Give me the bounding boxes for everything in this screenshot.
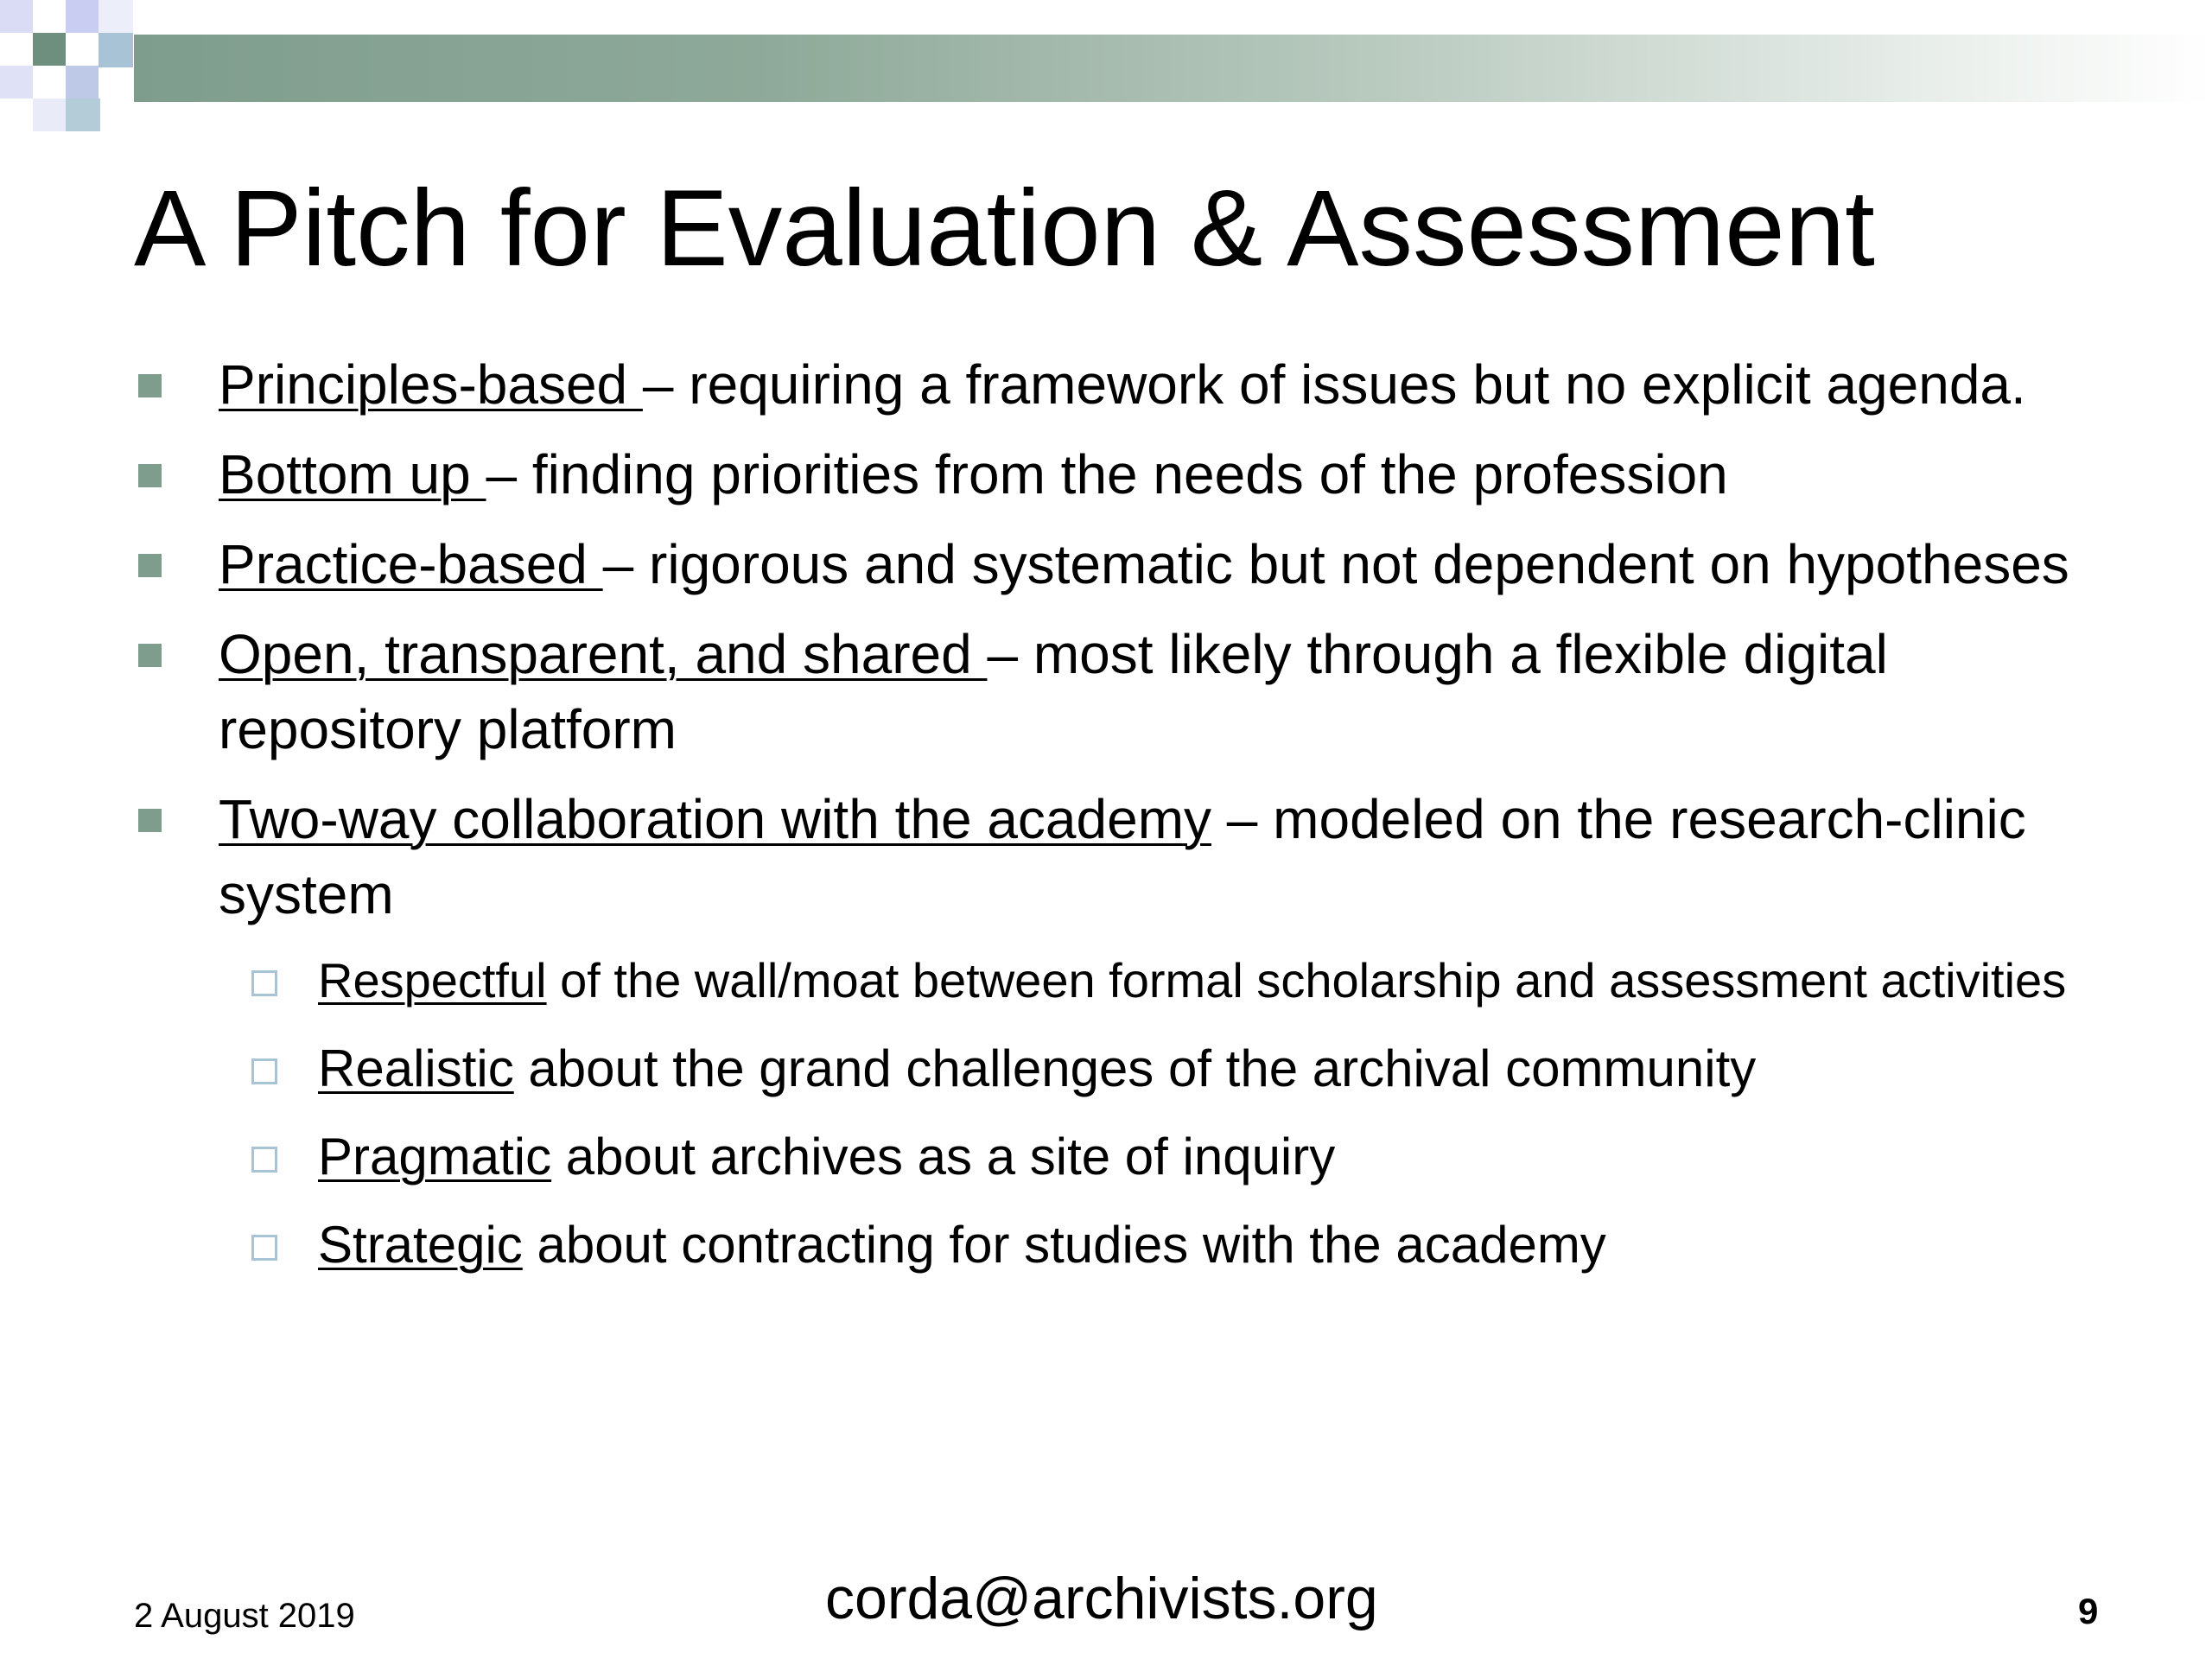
sub-bullet-item (134, 1211, 2121, 1278)
header-gradient-band (134, 35, 2212, 102)
bullet-item (134, 347, 2121, 423)
bullet-text: – modeled on the research-clinic system (219, 788, 2026, 925)
sub-bullet-lead: Pragmatic (318, 1128, 552, 1185)
bullet-item (134, 617, 2121, 767)
bullet-lead: Bottom up (219, 443, 486, 505)
hollow-square-bullet-icon (251, 970, 277, 996)
sub-bullet-lead: Strategic (318, 1216, 523, 1274)
decorative-square (33, 33, 66, 66)
sub-bullet-text: about archives as a site of inquiry (551, 1128, 1336, 1185)
bullet-text: – finding priorities from the needs of the profession (486, 443, 1728, 505)
hollow-square-bullet-icon (251, 1147, 277, 1173)
sub-bullet-lead: Realistic (318, 1039, 514, 1097)
bullet-text: – rigorous and systematic but not dependent on hypotheses (602, 533, 2069, 595)
bullet-lead: Practice-based (219, 533, 603, 595)
slide-content (134, 347, 2121, 1300)
decorative-square (99, 33, 133, 67)
decorative-square (0, 0, 33, 33)
sub-bullet-text: of the wall/moat between formal scholarship and assessment activities (546, 953, 2067, 1007)
bullet-text: – requiring a framework of issues but no explicit agenda. (642, 353, 2026, 416)
bullet-text: – most likely through a flexible digital repository platform (219, 623, 1888, 760)
decorative-square (0, 66, 33, 99)
square-bullet-icon (138, 374, 162, 397)
bullet-lead: Open, transparent, and shared (219, 623, 988, 685)
bullet-lead: Two-way collaboration with the academy (219, 788, 1211, 850)
square-bullet-icon (138, 554, 162, 577)
slide-number: 9 (2078, 1591, 2099, 1631)
sub-bullet-item (134, 947, 2121, 1014)
decorative-square (66, 0, 99, 33)
slide-title: A Pitch for Evaluation & Assessment (134, 168, 1875, 289)
hollow-square-bullet-icon (251, 1058, 277, 1084)
sub-bullet-lead: Respectful (318, 953, 547, 1007)
bullet-item (134, 527, 2121, 602)
footer-date: 2 August 2019 (134, 1597, 355, 1635)
hollow-square-bullet-icon (251, 1235, 277, 1261)
sub-bullet-item (134, 1035, 2121, 1102)
bullet-item (134, 437, 2121, 512)
bullet-item (134, 782, 2121, 932)
square-bullet-icon (138, 644, 162, 667)
decorative-square (66, 66, 99, 99)
sub-bullet-item (134, 1123, 2121, 1190)
bullet-lead: Principles-based (219, 353, 643, 416)
decorative-square (66, 99, 100, 131)
footer-email: corda@archivists.org (825, 1566, 1378, 1631)
square-bullet-icon (138, 809, 162, 832)
sub-bullet-text: about the grand challenges of the archival community (513, 1039, 1757, 1097)
sub-bullet-text: about contracting for studies with the academy (522, 1216, 1606, 1274)
decorative-square (33, 99, 66, 131)
decorative-square (99, 0, 133, 33)
square-bullet-icon (138, 464, 162, 487)
